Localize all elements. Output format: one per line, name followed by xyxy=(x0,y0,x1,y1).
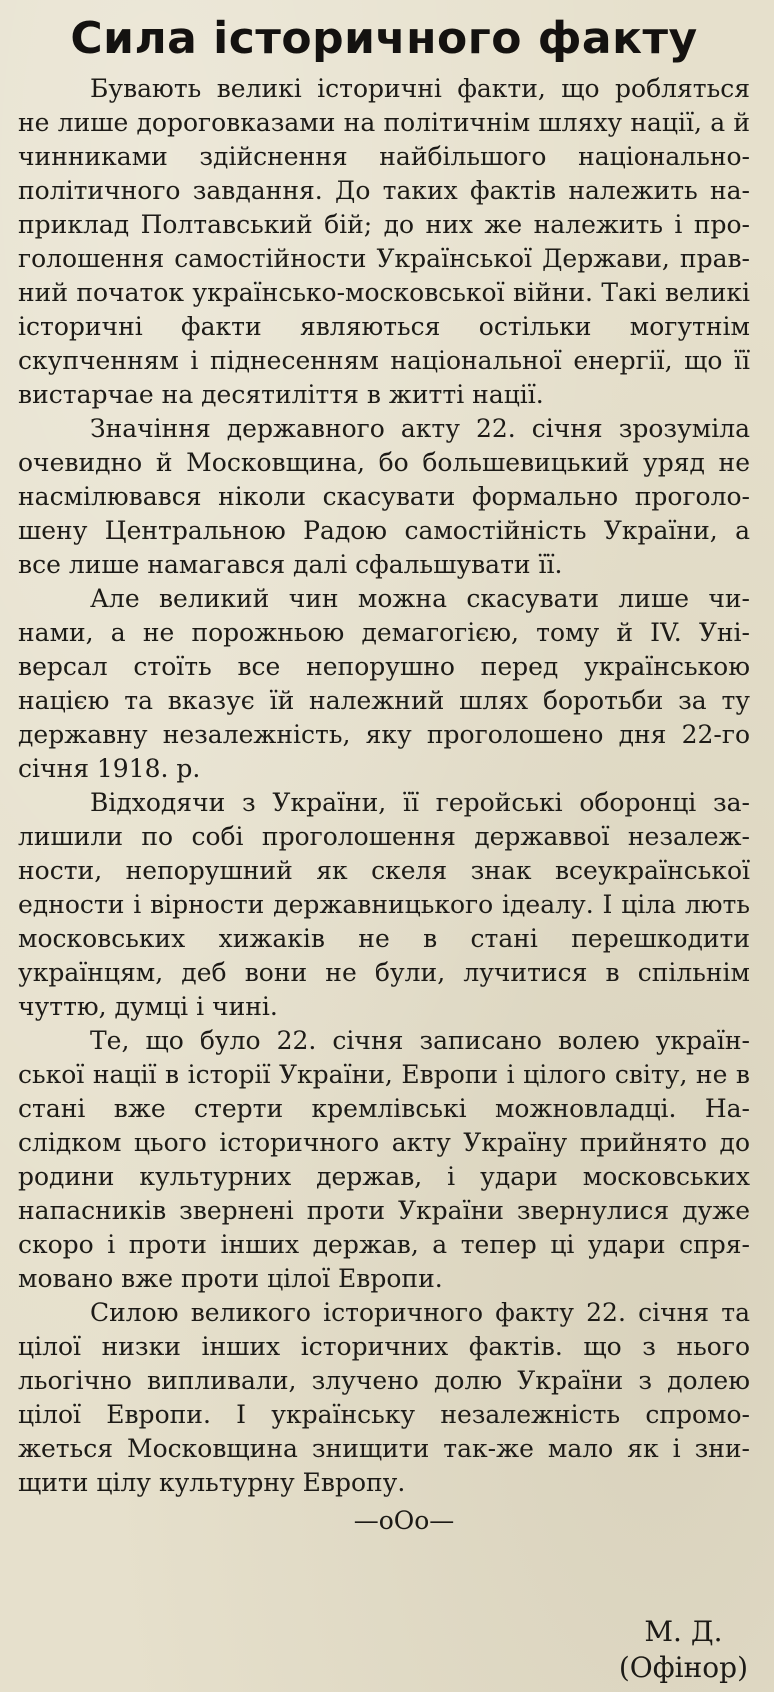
article-body xyxy=(18,72,750,1500)
author-signature xyxy=(619,1614,748,1686)
article-paragraph-2: Значіння державного акту 22. січня зрозуміла очевидно й Московщина, бо большевицький уряд не насмілювався ніколи скасувати формально проголо-шену Центральною Радою самостійність України, а все лише намагався далі сфальшувати її. xyxy=(18,414,750,579)
signature-initials: М. Д. xyxy=(644,1615,723,1648)
signature-pseudonym: (Офінор) xyxy=(618,1651,748,1684)
article-paragraph-5: Те, що було 22. січня записано волею україн-ської нації в історії України, Европи і цілого світу, не в стані вже стерти кремлівські можновладці. На-слідком цього історичного акту Україну прийнято до родини культурних держав, і удари московських напасників звернені проти України звернулися дуже скоро і проти інших держав, а тепер ці удари спря-мовано вже проти цілої Европи. xyxy=(18,1026,750,1293)
article-divider: —оОо— xyxy=(353,1506,455,1535)
article-title: Сила історичного факту xyxy=(70,13,698,64)
article-paragraph-6: Силою великого історичного факту 22. січня та цілої низки інших історичних фактів. що з нього льогічно випливали, злучено долю України з долею цілої Европи. І українську незалежність спромо-жеться Московщина знищити так-же мало як і зни-щити цілу культурну Европу. xyxy=(18,1298,750,1497)
article-paragraph-3: Але великий чин можна скасувати лише чи-нами, а не порожньою демагогією, тому й IV. Уні-версал стоїть все непорушно перед українською нацією та вказує їй належний шлях боротьби за ту державну незалежність, яку проголошено дня 22-го січня 1918. р. xyxy=(18,584,750,783)
article-paragraph-4: Відходячи з України, її геройські оборонці за-лишили по собі проголошення державвої незалеж-ности, непорушний як скеля знак всеукраїнської едности і вірности державницького ідеалу. І ціла лють московських хижаків не в стані перешкодити українцям, деб вони не були, лучитися в спільнім чуттю, думці і чині. xyxy=(18,788,750,1021)
article-paragraph-1: Бувають великі історичні факти, що робляться не лише дороговказами на політичнім шляху нації, а й чинниками здійснення найбільшого національно-політичного завдання. До таких фактів належить на-приклад Полтавський бій; до них же належить і про-голошення самостійности Української Держави, прав-ний початок українсько-московської війни. Такі великі історичні факти являються остільки могутнім скупченням і піднесенням національної енергії, що її вистарчае на десятиліття в житті нації. xyxy=(18,74,750,409)
